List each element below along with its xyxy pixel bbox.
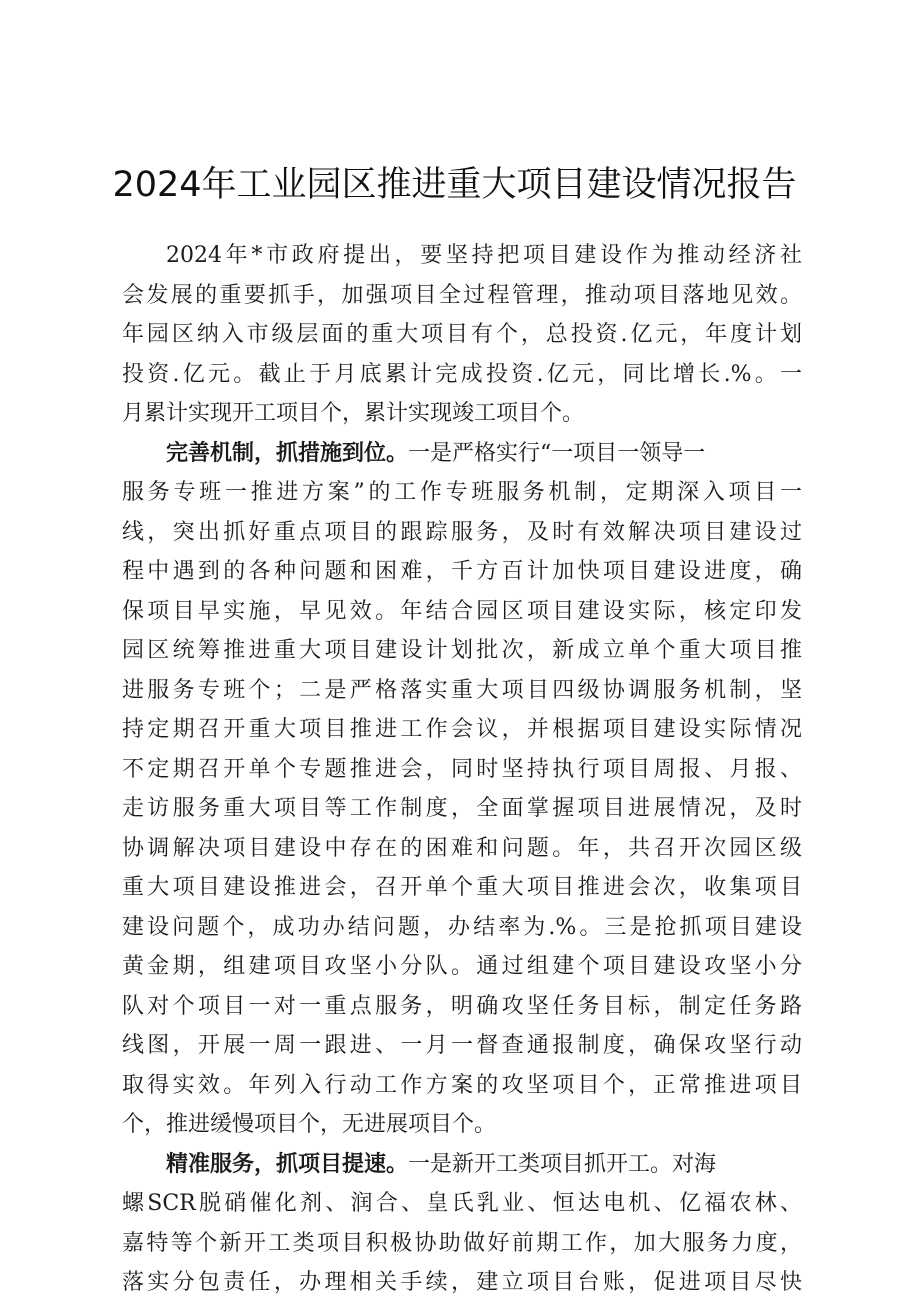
document-title: 2024年工业园区推进重大项目建设情况报告 — [112, 165, 797, 205]
paragraph-line: 螺SCR脱硝催化剂、润合、皇氏乳业、恒达电机、亿福农林、 — [122, 1191, 802, 1216]
paragraph-line: 月累计实现开工项目个，累计实现竣工项目个。 — [122, 401, 585, 426]
paragraph-first-line — [122, 1145, 802, 1185]
paragraph-first-line — [122, 434, 802, 474]
paragraph-service — [122, 1145, 802, 1303]
paragraph-line: 投资.亿元。截止于月底累计完成投资.亿元，同比增长.%。一 — [122, 361, 802, 387]
paragraph-line: 队对个项目一对一重点服务，明确攻坚任务目标，制定任务路 — [122, 993, 802, 1019]
paragraph-line: 走访服务重大项目等工作制度，全面掌握项目进展情况，及时 — [122, 796, 802, 821]
paragraph-intro — [122, 236, 802, 434]
paragraph-mechanism — [122, 434, 802, 1145]
paragraph-line: 建设问题个，成功办结问题，办结率为.%。三是抢抓项目建设 — [122, 914, 802, 940]
paragraph-line: 不定期召开单个专题推进会，同时坚持执行项目周报、月报、 — [122, 756, 802, 782]
paragraph-line: 服务专班一推进方案”的工作专班服务机制，定期深入项目一 — [122, 480, 802, 505]
paragraph-line: 嘉特等个新开工类项目积极协助做好前期工作，加大服务力度， — [122, 1230, 802, 1256]
paragraph-line: 落实分包责任，办理相关手续，建立项目台账，促进项目尽快 — [122, 1270, 802, 1295]
paragraph-line: 进服务专班个；二是严格落实重大项目四级协调服务机制，坚 — [122, 677, 802, 703]
paragraph-line: 会发展的重要抓手，加强项目全过程管理，推动项目落地见效。 — [122, 282, 802, 308]
paragraph-line: 重大项目建设推进会，召开单个重大项目推进会次，收集项目 — [122, 875, 802, 900]
paragraph-line: 园区统筹推进重大项目建设计划批次，新成立单个重大项目推 — [122, 638, 802, 663]
paragraph-line-text: 一是新开工类项目抓开工。对海 — [408, 1151, 717, 1177]
paragraph-line: 持定期召开重大项目推进工作会议，并根据项目建设实际情况 — [122, 717, 802, 742]
paragraph-line: 程中遇到的各种问题和困难，千方百计加快项目建设进度，确 — [122, 559, 802, 584]
document-body — [122, 236, 802, 1303]
paragraph-line: 线图，开展一周一跟进、一月一督查通报制度，确保攻坚行动 — [122, 1033, 802, 1058]
paragraph-line: 2024年*市政府提出，要坚持把项目建设作为推动经济社 — [166, 243, 802, 268]
paragraph-line: 年园区纳入市级层面的重大项目有个，总投资.亿元，年度计划 — [122, 322, 802, 347]
paragraph-line: 线，突出抓好重点项目的跟踪服务，及时有效解决项目建设过 — [122, 519, 802, 545]
paragraph-line: 个，推进缓慢项目个，无进展项目个。 — [122, 1112, 497, 1137]
paragraph-line: 黄金期，组建项目攻坚小分队。通过组建个项目建设攻坚小分 — [122, 954, 802, 979]
paragraph-lead-heading: 精准服务，抓项目提速。 — [166, 1151, 409, 1177]
paragraph-line-text: 一是严格实行“一项目一领导一 — [408, 440, 706, 466]
paragraph-lead-heading: 完善机制，抓措施到位。 — [166, 440, 409, 466]
paragraph-line: 保项目早实施，早见效。年结合园区项目建设实际，核定印发 — [122, 598, 802, 624]
paragraph-line: 取得实效。年列入行动工作方案的攻坚项目个，正常推进项目 — [122, 1072, 802, 1098]
paragraph-line: 协调解决项目建设中存在的困难和问题。年，共召开次园区级 — [122, 835, 802, 861]
